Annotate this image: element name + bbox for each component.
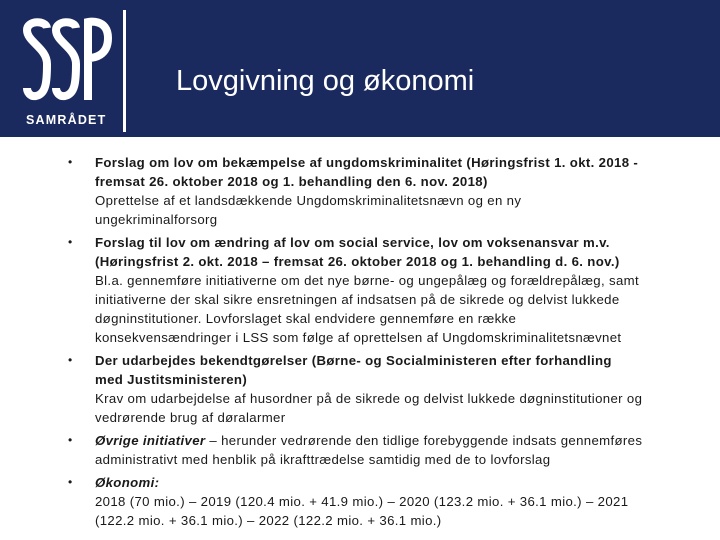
page-title: Lovgivning og økonomi — [176, 65, 475, 97]
bullet-body-line: Bl.a. gennemføre initiativerne om det nye børne- og ungepålæg og forældrepålæg, samt — [95, 273, 639, 288]
bullet-icon: • — [68, 235, 73, 249]
bullet-heading-line: fremsat 26. oktober 2018 og 1. behandling den 6. nov. 2018) — [95, 174, 488, 189]
bullet-heading-line: Forslag til lov om ændring af lov om social service, lov om voksenansvar m.v. — [95, 235, 610, 250]
ssp-logo — [22, 16, 114, 134]
bullet-heading-line: Økonomi: — [95, 475, 160, 490]
bullet-item-ungdomskriminalitet — [68, 153, 708, 229]
bullet-icon: • — [68, 475, 73, 489]
ssp-logo-letters — [22, 16, 114, 102]
bullet-body-line: konsekvensændringer i LSS som følge af oprettelsen af Ungdomskriminalitetsnævnet — [95, 330, 622, 345]
bullet-icon: • — [68, 155, 73, 169]
bullet-body-line: (122.2 mio. + 36.1 mio.) – 2022 (122.2 mio. + 36.1 mio.) — [95, 513, 442, 528]
bullet-body-line: initiativerne der skal sikre ensretningen af indsatsen på de sikrede og delvist lukkede — [95, 292, 620, 307]
bullet-body-line: Krav om udarbejdelse af husordner på de sikrede og delvist lukkede døgninstitutioner og — [95, 391, 643, 406]
bullet-body-line: Oprettelse af et landsdækkende Ungdomskriminalitetsnævn og en ny — [95, 193, 522, 208]
header-divider — [123, 10, 126, 132]
bullet-body-line: administrativt med henblik på ikrafttrædelse samtidig med de to lovforslag — [95, 452, 551, 467]
bullet-icon: • — [68, 433, 73, 447]
bullet-icon: • — [68, 353, 73, 367]
bullet-item-oekonomi — [68, 473, 708, 530]
bullet-list — [68, 153, 708, 534]
bullet-item-oevrige-initiativer — [68, 431, 708, 469]
bullet-body-line: vedrørende brug af døralarmer — [95, 410, 286, 425]
bullet-body-line: døgninstitutioner. Lovforslaget skal endvidere gennemføre en række — [95, 311, 517, 326]
bullet-body-line: ungekriminalforsorg — [95, 212, 218, 227]
bullet-heading-line: Forslag om lov om bekæmpelse af ungdomskriminalitet (Høringsfrist 1. okt. 2018 - — [95, 155, 639, 170]
logo-wordmark: SAMRÅDET — [26, 113, 107, 127]
bullet-heading-line: med Justitsministeren) — [95, 372, 248, 387]
bullet-item-bekendtgoerelser — [68, 351, 708, 427]
bullet-lead-text: – herunder vedrørende den tidlige forebyggende indsats gennemføres — [205, 433, 643, 448]
bullet-body-line: 2018 (70 mio.) – 2019 (120.4 mio. + 41.9 mio.) – 2020 (123.2 mio. + 36.1 mio.) – 2021 — [95, 494, 629, 509]
slide-header — [0, 0, 720, 137]
bullet-lead-line — [95, 431, 708, 450]
bullet-heading-line: (Høringsfrist 2. okt. 2018 – fremsat 26. oktober 2018 og 1. behandling d. 6. nov.) — [95, 254, 620, 269]
bullet-item-social-service — [68, 233, 708, 347]
bullet-lead-heading: Øvrige initiativer — [95, 433, 206, 448]
bullet-heading-line: Der udarbejdes bekendtgørelser (Børne- og Socialministeren efter forhandling — [95, 353, 612, 368]
